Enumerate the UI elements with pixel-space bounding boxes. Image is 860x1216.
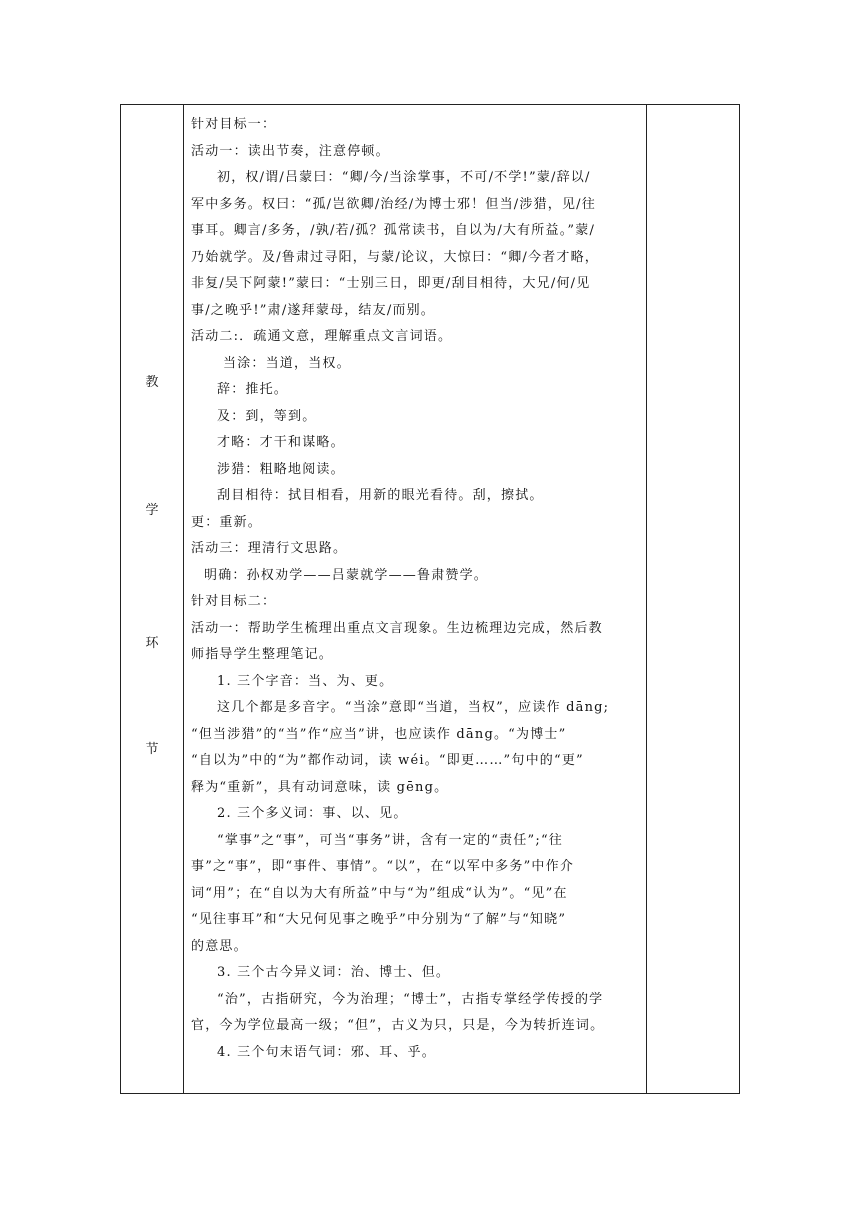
text-line: 乃始就学。及/鲁肃过寻阳，与蒙/论议，大惊曰：“卿/今者才略， <box>191 249 599 265</box>
section-label-char: 教 <box>145 375 159 390</box>
text-line: “见往事耳”和“大兄何见事之晚乎”中分别为“了解”与“知晓” <box>191 912 567 927</box>
text-line: 事/之晚乎!”肃/遂拜蒙母，结友/而别。 <box>191 302 436 318</box>
text-line: 2. 三个多义词：事、以、见。 <box>217 806 408 821</box>
text-line: “但当涉猎”的“当”作“应当”讲，也应读作 dāng。“为博士” <box>191 726 567 742</box>
text-line: 军中多务。权曰：“孤/岂欲卿/治经/为博士邪！但当/涉猎，见/往 <box>191 196 596 212</box>
text-line: 活动二:．疏通文意，理解重点文言词语。 <box>191 329 453 344</box>
text-line: 的意思。 <box>191 938 248 954</box>
text-line: 3. 三个古今异义词：治、博士、但。 <box>217 965 451 980</box>
text-line: 事耳。卿言/多务，/孰/若/孤？孤常读书，自以为/大有所益。”蒙/ <box>191 223 596 238</box>
text-line: 活动三：理清行文思路。 <box>191 541 348 556</box>
text-line: 刮目相待：拭目相看，用新的眼光看待。刮，擦拭。 <box>217 488 544 503</box>
text-line: 更：重新。 <box>191 514 263 530</box>
text-line: 才略：才干和谋略。 <box>217 435 345 450</box>
text-line: 词“用”；在“自以为大有所益”中与“为”组成“认为”。“见”在 <box>191 885 568 901</box>
text-line: “治”，古指研究，今为治理；“博士”，古指专掌经学传授的学 <box>217 991 604 1007</box>
text-line: 这几个都是多音字。“当涂”意即“当道，当权”，应读作 dāng; <box>217 700 610 715</box>
section-label-char: 节 <box>145 742 159 757</box>
text-line: 明确：孙权劝学——吕蒙就学——鲁肃赞学。 <box>204 567 489 583</box>
text-line: 针对目标二： <box>191 594 277 609</box>
text-line: 官，今为学位最高一级；“但”，古义为只，只是，今为转折连词。 <box>191 1018 605 1033</box>
table-row <box>121 105 740 1094</box>
text-line: 针对目标一： <box>191 117 277 132</box>
text-line: 辞：推托。 <box>217 382 289 397</box>
text-line: 涉猎：粗略地阅读。 <box>217 461 345 477</box>
text-line: “掌事”之“事”，可当“事务”讲，含有一定的“责任”;“往 <box>217 832 563 848</box>
text-line: 初，权/谓/吕蒙曰：“卿/今/当涂掌事，不可/不学!”蒙/辞以/ <box>217 170 591 185</box>
text-line: 事”之“事”，即“事件、事情”。“以”，在“以军中多务”中作介 <box>191 859 575 874</box>
text-line: 当涂：当道，当权。 <box>223 355 351 371</box>
content-cell <box>184 105 647 1094</box>
lesson-content <box>184 105 646 1066</box>
lesson-table <box>120 104 740 1094</box>
text-line: 非复/吴下阿蒙!”蒙曰：“士别三日，即更/刮目相待，大兄/何/见 <box>191 276 591 291</box>
text-line: 1. 三个字音：当、为、更。 <box>217 673 394 689</box>
text-line: 4. 三个句末语气词：邪、耳、乎。 <box>217 1044 436 1060</box>
text-line: 师指导学生整理笔记。 <box>191 647 334 662</box>
notes-cell <box>647 105 740 1094</box>
text-line: “自以为”中的“为”都作动词，读 wéi。“即更……”句中的“更” <box>191 753 584 768</box>
text-line: 活动一：读出节奏，注意停顿。 <box>191 143 390 159</box>
section-label-char: 环 <box>145 636 159 651</box>
section-label-cell <box>121 105 184 1094</box>
text-line: 活动一：帮助学生梳理出重点文言现象。生边梳理边完成，然后教 <box>191 620 603 636</box>
section-label-char: 学 <box>145 503 159 518</box>
text-line: 释为“重新”，具有动词意味，读 gēng。 <box>191 779 449 795</box>
text-line: 及：到，等到。 <box>217 408 317 424</box>
